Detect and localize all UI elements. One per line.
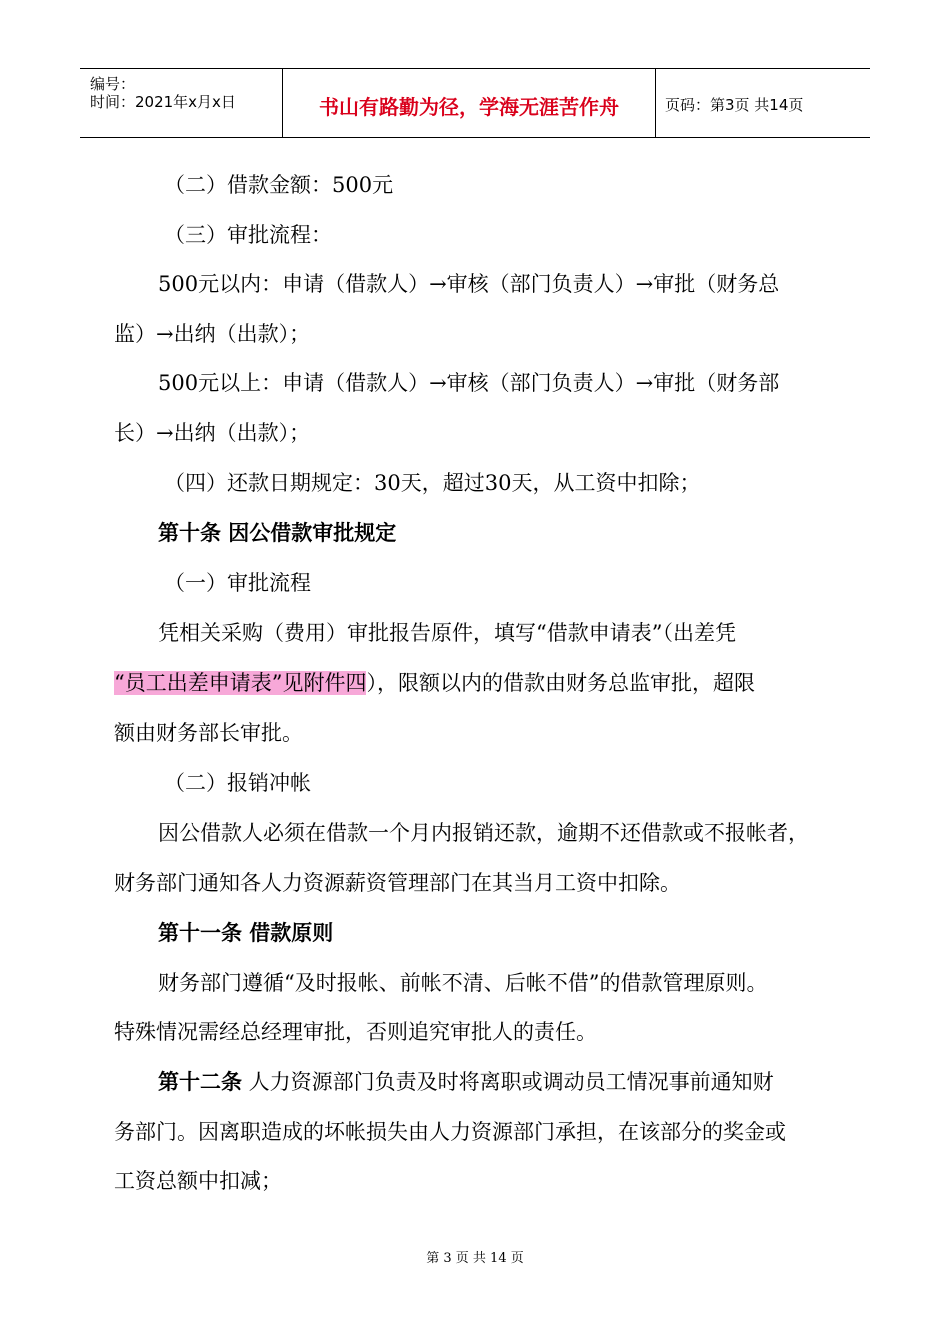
document-date-label: 时间：2021年x月x日 [90,93,236,111]
section-heading: 第十条 因公借款审批规定 [158,520,397,545]
paragraph-line: 500元以内：申请（借款人）→审核（部门负责人）→审批（财务总 [158,272,780,296]
paragraph-line: 长）→出纳（出款）； [114,421,311,445]
section-heading: 第十一条 借款原则 [158,920,334,945]
paragraph-line: 凭相关采购（费用）审批报告原件，填写“借款申请表”（出差凭 [158,621,736,645]
paragraph-line: （一）审批流程 [164,571,311,595]
paragraph-line: 因公借款人必须在借款一个月内报销还款，逾期不还借款或不报帐者， [158,821,809,845]
paragraph-line [158,1069,774,1095]
paragraph-line: 财务部门遵循“及时报帐、前帐不清、后帐不借”的借款管理原则。 [158,971,768,995]
highlighted-text: “员工出差申请表”见附件四 [114,671,367,695]
paragraph-line: 额由财务部长审批。 [114,721,303,745]
paragraph-line [114,670,755,696]
page-footer: 第 3 页 共 14 页 [426,1251,524,1266]
paragraph-text: ），限额以内的借款由财务总监审批，超限 [366,671,755,695]
paragraph-line: （二）借款金额：500元 [164,173,394,197]
paragraph-line: 特殊情况需经总经理审批，否则追究审批人的责任。 [114,1020,597,1044]
paragraph-line: 500元以上：申请（借款人）→审核（部门负责人）→审批（财务部 [158,371,780,395]
document-header [80,68,870,138]
paragraph-line: 财务部门通知各人力资源薪资管理部门在其当月工资中扣除。 [114,871,681,895]
paragraph-line: （四）还款日期规定：30天，超过30天，从工资中扣除； [164,471,701,495]
article-number: 第十二条 [158,1069,242,1094]
paragraph-line: （三）审批流程： [164,223,332,247]
paragraph-line: （二）报销冲帐 [164,771,311,795]
paragraph-text: 人力资源部门负责及时将离职或调动员工情况事前通知财 [242,1070,774,1094]
header-page-cell [655,69,870,137]
header-meta-cell [80,69,282,137]
header-motto: 书山有路勤为径，学海无涯苦作舟 [319,95,619,119]
document-number-label: 编号： [90,75,136,93]
header-motto-cell [282,69,656,137]
paragraph-line: 工资总额中扣减； [114,1169,282,1193]
paragraph-line: 监）→出纳（出款）； [114,322,311,346]
paragraph-line: 务部门。因离职造成的坏帐损失由人力资源部门承担，在该部分的奖金或 [114,1120,786,1144]
header-page-info: 页码：第3页 共14页 [665,96,804,114]
